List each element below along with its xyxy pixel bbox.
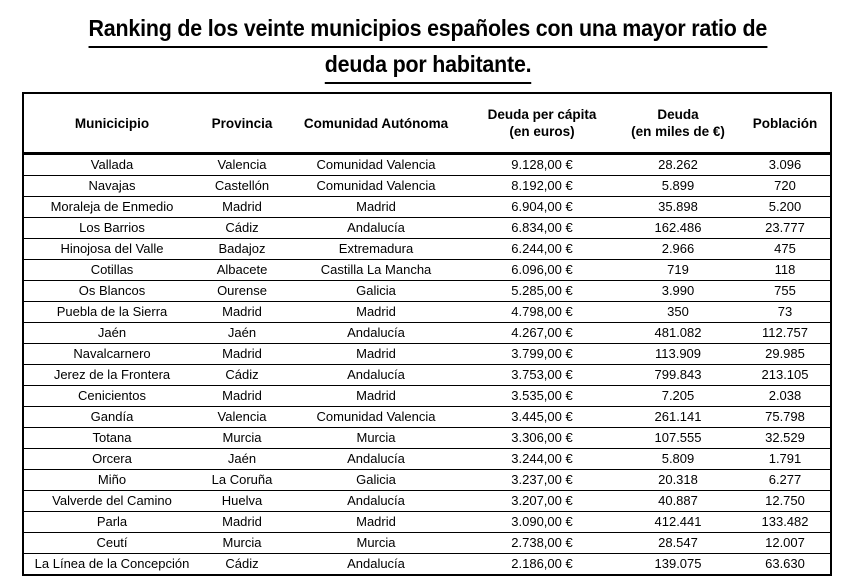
- column-header-municipio-label: Municicipio: [74, 115, 150, 131]
- cell-comunidad: Murcia: [284, 428, 468, 449]
- cell-deuda: 261.141: [616, 407, 740, 428]
- cell-deuda_per_capita: 4.267,00 €: [468, 323, 616, 344]
- cell-comunidad: Madrid: [284, 386, 468, 407]
- column-header-deuda-unit: (en miles de €): [631, 124, 725, 139]
- cell-provincia: Cádiz: [225, 556, 259, 571]
- cell-municipio: Navalcarnero: [24, 344, 200, 365]
- cell-deuda_per_capita: 3.207,00 €: [468, 491, 616, 512]
- cell-poblacion: 755: [740, 281, 830, 302]
- cell-municipio: Hinojosa del Valle: [24, 239, 200, 260]
- cell-comunidad: Extremadura: [284, 239, 468, 260]
- column-header-deuda: [616, 94, 740, 154]
- table-row: [24, 428, 830, 449]
- cell-deuda_per_capita: 3.090,00 €: [468, 512, 616, 533]
- cell-municipio: Ceutí: [24, 533, 200, 554]
- table-row: [24, 197, 830, 218]
- cell-municipio: Orcera: [24, 449, 200, 470]
- cell-municipio: Moraleja de Enmedio: [24, 197, 200, 218]
- table-row: [24, 218, 830, 239]
- cell-deuda_per_capita: 9.128,00 €: [468, 154, 616, 176]
- cell-deuda: 113.909: [616, 344, 740, 365]
- cell-municipio: Parla: [24, 512, 200, 533]
- cell-deuda_per_capita: 3.535,00 €: [468, 386, 616, 407]
- table-row: [24, 449, 830, 470]
- cell-municipio: Vallada: [24, 154, 200, 176]
- cell-deuda: 481.082: [616, 323, 740, 344]
- page-title-line-1: Ranking de los veinte municipios españoles con una mayor ratio de: [0, 12, 856, 48]
- table-row: [24, 491, 830, 512]
- cell-provincia: Madrid: [200, 302, 284, 323]
- table-row: [24, 344, 830, 365]
- cell-deuda: 5.899: [616, 176, 740, 197]
- cell-municipio: Jaén: [24, 323, 200, 344]
- cell-provincia: Castellón: [200, 176, 284, 197]
- column-header-municipio: [24, 94, 200, 154]
- cell-deuda: 719: [616, 260, 740, 281]
- cell-deuda_per_capita: 4.798,00 €: [468, 302, 616, 323]
- column-header-poblacion: [740, 94, 830, 154]
- cell-provincia: Jaén: [200, 323, 284, 344]
- cell-provincia: Madrid: [200, 386, 284, 407]
- column-header-deuda-per-capita-unit: (en euros): [509, 124, 575, 139]
- cell-provincia: Ourense: [200, 281, 284, 302]
- cell-deuda_per_capita: 2.186,00 €: [511, 556, 573, 571]
- table-row: [24, 281, 830, 302]
- cell-deuda_per_capita: 3.753,00 €: [468, 365, 616, 386]
- ranking-table: [24, 94, 830, 574]
- cell-deuda: 28.547: [616, 533, 740, 554]
- cell-provincia: Huelva: [200, 491, 284, 512]
- cell-deuda: 5.809: [616, 449, 740, 470]
- table-row: [24, 239, 830, 260]
- cell-comunidad: Andalucía: [284, 365, 468, 386]
- cell-deuda: 28.262: [616, 154, 740, 176]
- cell-deuda: 40.887: [616, 491, 740, 512]
- cell-municipio: Totana: [24, 428, 200, 449]
- cell-municipio: Valverde del Camino: [24, 491, 200, 512]
- table-row: [24, 554, 830, 575]
- cell-comunidad: Comunidad Valencia: [284, 176, 468, 197]
- cell-poblacion: 12.750: [740, 491, 830, 512]
- column-header-deuda-per-capita: [468, 94, 616, 154]
- cell-deuda: 412.441: [616, 512, 740, 533]
- cell-municipio: Gandía: [24, 407, 200, 428]
- cell-comunidad: Madrid: [284, 302, 468, 323]
- cell-provincia: Murcia: [200, 533, 284, 554]
- table-body: [24, 154, 830, 575]
- cell-comunidad: Comunidad Valencia: [284, 154, 468, 176]
- cell-provincia: Badajoz: [200, 239, 284, 260]
- cell-deuda: 7.205: [616, 386, 740, 407]
- cell-deuda_per_capita: 3.306,00 €: [468, 428, 616, 449]
- table-row: [24, 154, 830, 176]
- cell-poblacion: 32.529: [740, 428, 830, 449]
- cell-poblacion: 63.630: [765, 556, 805, 571]
- cell-deuda: 799.843: [616, 365, 740, 386]
- cell-deuda: 3.990: [616, 281, 740, 302]
- ranking-table-container: [22, 92, 832, 576]
- cell-poblacion: 112.757: [740, 323, 830, 344]
- cell-poblacion: 133.482: [740, 512, 830, 533]
- cell-poblacion: 475: [740, 239, 830, 260]
- cell-provincia: La Coruña: [200, 470, 284, 491]
- cell-poblacion: 23.777: [740, 218, 830, 239]
- column-header-provincia-label: Provincia: [211, 115, 273, 131]
- cell-comunidad: Madrid: [284, 512, 468, 533]
- column-header-deuda-label: Deuda: [657, 107, 699, 122]
- cell-deuda_per_capita: 6.904,00 €: [468, 197, 616, 218]
- cell-comunidad: Murcia: [284, 533, 468, 554]
- table-row: [24, 407, 830, 428]
- cell-poblacion: 213.105: [740, 365, 830, 386]
- cell-deuda: 107.555: [616, 428, 740, 449]
- cell-comunidad: Galicia: [284, 470, 468, 491]
- cell-deuda_per_capita: 6.096,00 €: [468, 260, 616, 281]
- cell-municipio: Miño: [24, 470, 200, 491]
- cell-deuda_per_capita: 2.738,00 €: [468, 533, 616, 554]
- cell-deuda_per_capita: 5.285,00 €: [468, 281, 616, 302]
- table-row: [24, 260, 830, 281]
- cell-comunidad: Madrid: [284, 197, 468, 218]
- cell-comunidad: Andalucía: [347, 556, 405, 571]
- cell-municipio: Puebla de la Sierra: [24, 302, 200, 323]
- cell-poblacion: 1.791: [740, 449, 830, 470]
- table-row: [24, 533, 830, 554]
- cell-provincia: Cádiz: [200, 365, 284, 386]
- cell-deuda_per_capita: 6.834,00 €: [468, 218, 616, 239]
- cell-deuda_per_capita: 3.244,00 €: [468, 449, 616, 470]
- cell-poblacion: 720: [740, 176, 830, 197]
- cell-municipio: Cenicientos: [24, 386, 200, 407]
- cell-deuda_per_capita: 3.237,00 €: [468, 470, 616, 491]
- cell-poblacion: 5.200: [740, 197, 830, 218]
- cell-comunidad: Comunidad Valencia: [284, 407, 468, 428]
- cell-deuda_per_capita: 3.445,00 €: [468, 407, 616, 428]
- cell-provincia: Jaén: [200, 449, 284, 470]
- cell-poblacion: 73: [740, 302, 830, 323]
- cell-provincia: Murcia: [200, 428, 284, 449]
- cell-comunidad: Galicia: [284, 281, 468, 302]
- cell-comunidad: Andalucía: [284, 491, 468, 512]
- table-row: [24, 176, 830, 197]
- cell-provincia: Cádiz: [200, 218, 284, 239]
- page-title: [0, 12, 856, 84]
- cell-comunidad: Andalucía: [284, 323, 468, 344]
- cell-deuda: 35.898: [616, 197, 740, 218]
- cell-deuda_per_capita: 6.244,00 €: [468, 239, 616, 260]
- cell-comunidad: Madrid: [284, 344, 468, 365]
- cell-deuda: 350: [616, 302, 740, 323]
- cell-municipio: Los Barrios: [24, 218, 200, 239]
- table-row: [24, 386, 830, 407]
- table-row: [24, 323, 830, 344]
- table-row: [24, 470, 830, 491]
- cell-deuda: 20.318: [616, 470, 740, 491]
- cell-poblacion: 75.798: [740, 407, 830, 428]
- cell-comunidad: Andalucía: [284, 449, 468, 470]
- cell-deuda: 2.966: [616, 239, 740, 260]
- column-header-poblacion-label: Población: [752, 115, 818, 131]
- cell-poblacion: 12.007: [740, 533, 830, 554]
- cell-poblacion: 3.096: [740, 154, 830, 176]
- cell-provincia: Albacete: [200, 260, 284, 281]
- cell-provincia: Madrid: [200, 197, 284, 218]
- table-row: [24, 365, 830, 386]
- page-title-line-2: deuda por habitante.: [0, 48, 856, 84]
- column-header-deuda-per-capita-label: Deuda per cápita: [487, 107, 597, 122]
- cell-provincia: Madrid: [200, 344, 284, 365]
- table-header: [24, 94, 830, 154]
- column-header-comunidad-label: Comunidad Autónoma: [303, 115, 449, 131]
- cell-municipio: Navajas: [24, 176, 200, 197]
- table-row: [24, 512, 830, 533]
- cell-provincia: Valencia: [200, 407, 284, 428]
- cell-comunidad: Castilla La Mancha: [284, 260, 468, 281]
- cell-deuda: 139.075: [654, 556, 702, 571]
- cell-deuda: 162.486: [616, 218, 740, 239]
- table-row: [24, 302, 830, 323]
- cell-municipio: Cotillas: [24, 260, 200, 281]
- cell-poblacion: 6.277: [740, 470, 830, 491]
- cell-deuda_per_capita: 3.799,00 €: [468, 344, 616, 365]
- column-header-provincia: [200, 94, 284, 154]
- cell-provincia: Madrid: [200, 512, 284, 533]
- cell-poblacion: 118: [740, 260, 830, 281]
- table-header-row: [24, 94, 830, 154]
- cell-deuda_per_capita: 8.192,00 €: [468, 176, 616, 197]
- cell-municipio: La Línea de la Concepción: [34, 556, 190, 571]
- cell-comunidad: Andalucía: [284, 218, 468, 239]
- cell-municipio: Os Blancos: [24, 281, 200, 302]
- cell-municipio: Jerez de la Frontera: [24, 365, 200, 386]
- cell-provincia: Valencia: [200, 154, 284, 176]
- cell-poblacion: 2.038: [740, 386, 830, 407]
- column-header-comunidad: [284, 94, 468, 154]
- cell-poblacion: 29.985: [740, 344, 830, 365]
